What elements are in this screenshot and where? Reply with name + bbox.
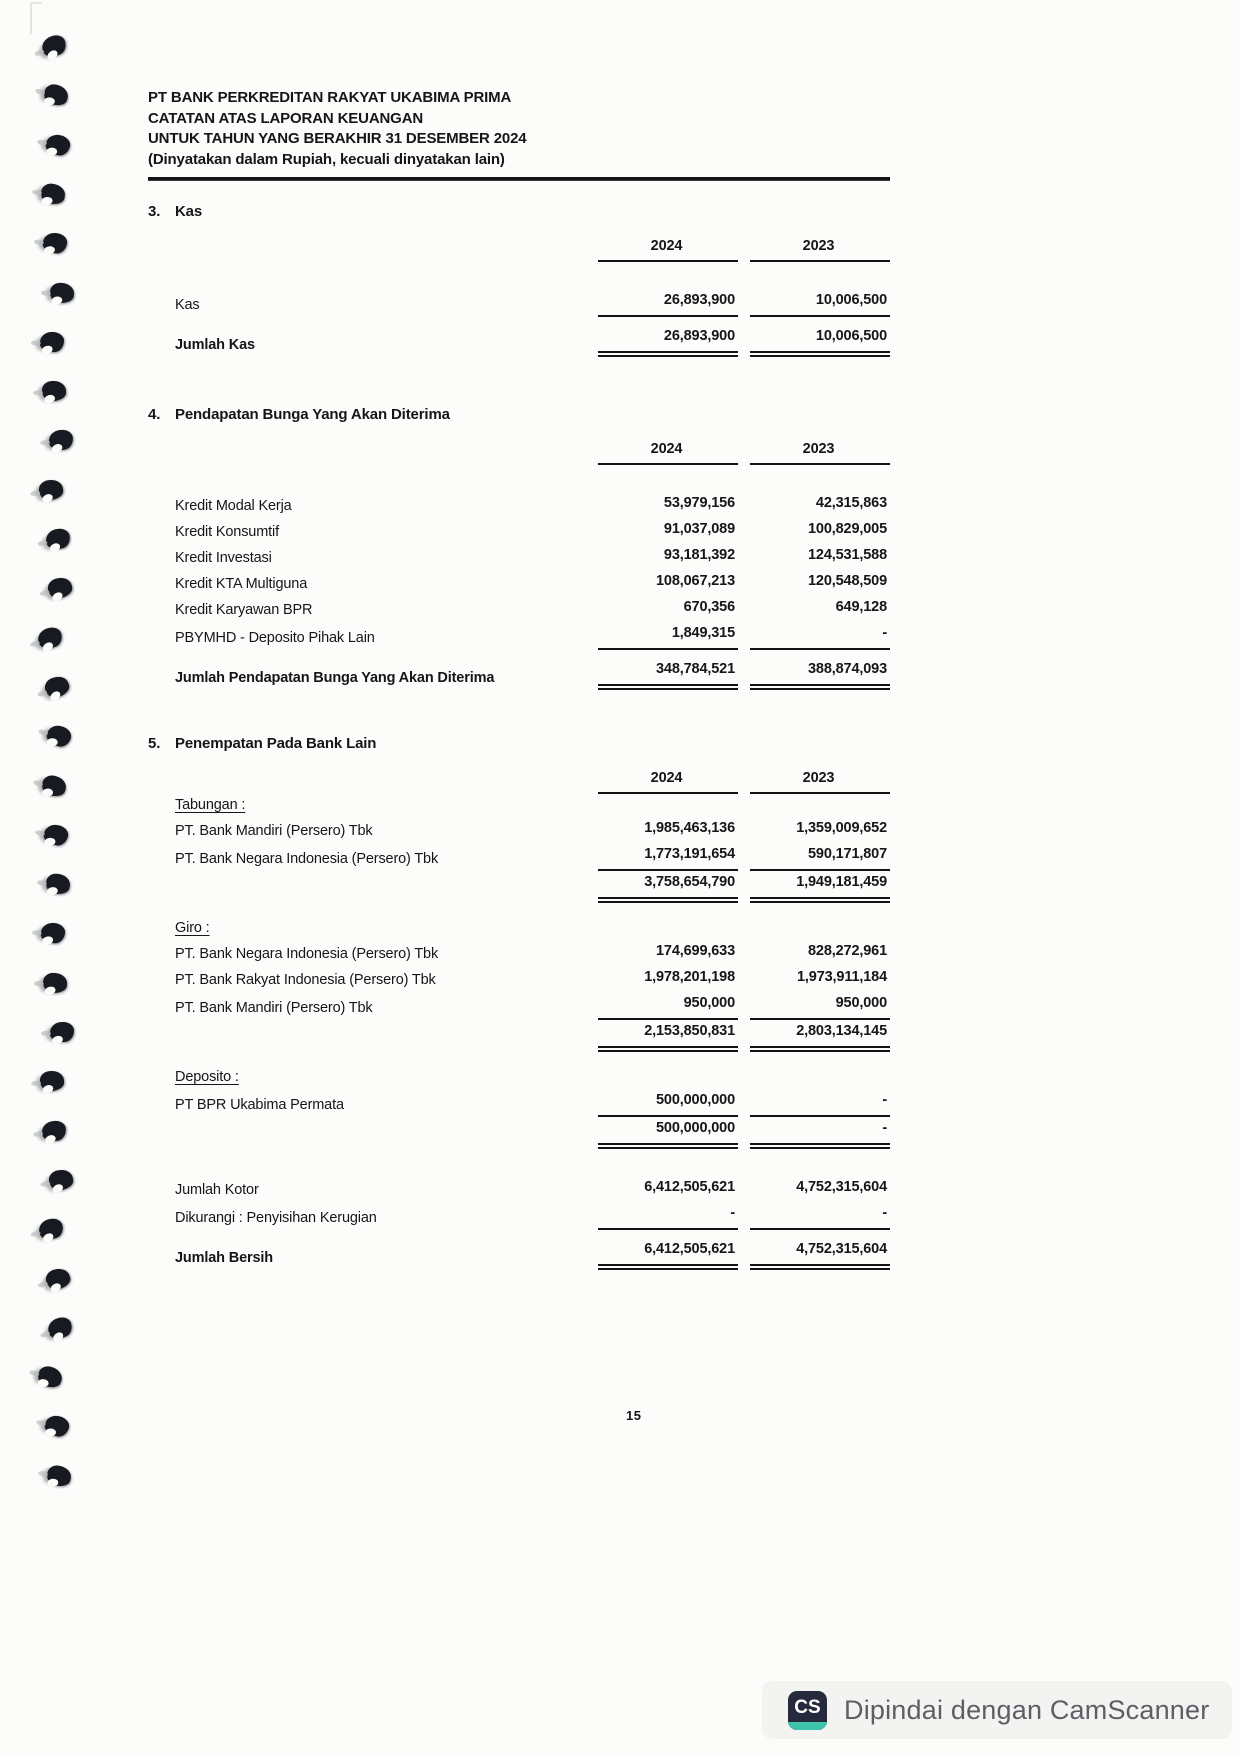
row-label: PT. Bank Negara Indonesia (Persero) Tbk [175,946,439,962]
value-2023: 950,000 [750,992,890,1020]
pendapatan-bunga-table [148,438,890,690]
row-label: PBYMHD - Deposito Pihak Lain [175,630,375,646]
value-2024: 91,037,089 [663,521,735,537]
value-2024: 174,699,633 [656,943,735,959]
binding-hole-icon [40,922,66,944]
row-label: Kredit Modal Kerja [175,498,292,514]
value-2023: 120,548,509 [808,573,887,589]
value-2024: 93,181,392 [663,547,735,563]
subtotal-row [148,1117,890,1149]
binding-hole-icon [44,723,73,749]
value-2024: 500,000,000 [598,1117,738,1149]
binding-hole-icon [39,182,66,206]
col-header-2023: 2023 [750,235,890,262]
value-2023: 124,531,588 [808,547,887,563]
page-number: 15 [626,1408,642,1423]
binding-hole-icon [42,823,70,848]
table-row [148,1089,890,1117]
penempatan-table [148,767,890,1270]
column-header-row [148,767,890,794]
value-2024: 2,153,850,831 [598,1020,738,1052]
row-label: PT. Bank Rakyat Indonesia (Persero) Tbk [175,972,436,988]
binding-hole-icon [45,1315,74,1341]
row-label: Dikurangi : Penyisihan Kerugian [175,1210,377,1226]
report-title: CATATAN ATAS LAPORAN KEUANGAN [148,109,424,127]
value-2024: 108,067,213 [656,573,735,589]
binding-hole-icon [39,1071,64,1092]
value-2023: 100,829,005 [808,521,887,537]
binding-hole-icon [43,1413,72,1439]
row-label: PT. Bank Mandiri (Persero) Tbk [175,823,373,839]
value-2023: - [750,1117,890,1149]
value-2024: - [598,1202,738,1230]
camscanner-icon-label: CS [794,1696,821,1718]
company-name: PT BANK PERKREDITAN RAKYAT UKABIMA PRIMA [148,89,512,106]
section-title: Pendapatan Bunga Yang Akan Diterima [175,406,450,423]
value-2023: 649,128 [835,599,887,615]
section-number: 3. [148,203,161,220]
value-2024: 6,412,505,621 [598,1238,738,1270]
kas-table [148,235,890,357]
section-number: 5. [148,735,161,752]
table-row [148,570,890,596]
row-label: Kas [175,297,200,313]
group-label-row [148,917,890,940]
group-label: Tabungan : [175,797,246,813]
value-2023: 1,949,181,459 [750,871,890,903]
value-2023: 828,272,961 [808,943,887,959]
value-2024: 1,978,201,198 [644,969,735,985]
column-header-row [148,438,890,465]
group-label: Giro : [175,920,210,936]
subtotal-row [148,871,890,903]
binding-hole-icon [44,1266,72,1292]
total-row [148,325,890,357]
row-label: Jumlah Pendapatan Bunga Yang Akan Diterima [175,670,495,686]
binding-hole-icon [42,82,71,108]
section-title: Kas [175,203,203,220]
row-label: Kredit Konsumtif [175,524,279,540]
value-2023: - [750,1089,890,1117]
section-heading-pendapatan-bunga [148,403,890,426]
binding-hole-icon [48,430,73,452]
binding-hole-icon [50,1022,74,1042]
table-row [148,1176,890,1202]
binding-hole-icon [42,381,66,401]
value-2024: 3,758,654,790 [598,871,738,903]
row-label: Jumlah Kas [175,337,255,353]
camscanner-badge [762,1681,1232,1739]
table-row [148,817,890,843]
camscanner-text: Dipindai dengan CamScanner [844,1694,1210,1725]
section-heading-penempatan [148,732,890,755]
row-label: Kredit KTA Multiguna [175,576,308,592]
table-row [148,992,890,1020]
binding-hole-icon [40,331,65,352]
value-2024: 950,000 [598,992,738,1020]
binding-hole-icon [37,1217,65,1242]
value-2023: - [750,1202,890,1230]
value-2023: 1,359,009,652 [796,820,887,836]
binding-hole-icon [35,1364,64,1391]
binding-hole-icon [42,972,67,993]
value-2023: 42,315,863 [815,495,887,511]
binding-hole-icon [39,32,68,59]
value-2023: 1,973,911,184 [797,969,887,985]
binding-hole-icon [49,281,75,303]
binding-hole-icon [48,1168,75,1192]
table-row [148,1202,890,1230]
subtotal-row [148,1020,890,1052]
letterhead [148,88,890,170]
value-2024: 6,412,505,621 [644,1179,735,1195]
binding-hole-icon [36,625,65,651]
value-2024: 1,985,463,136 [644,820,735,836]
value-2024: 53,979,156 [663,495,735,511]
binding-hole-icon [42,232,69,255]
table-row [148,518,890,544]
row-label: Kredit Karyawan BPR [175,602,313,618]
document-content [148,88,890,1270]
value-2023: - [750,622,890,650]
row-label: Jumlah Bersih [175,1250,273,1266]
col-header-2024: 2024 [598,767,738,794]
table-row [148,596,890,622]
value-2024: 500,000,000 [598,1089,738,1117]
value-2024: 1,773,191,654 [598,843,738,871]
col-header-2024: 2024 [598,438,738,465]
row-label: Kredit Investasi [175,550,272,566]
value-2024: 26,893,900 [598,325,738,357]
table-row [148,289,890,317]
section-heading-kas [148,200,890,223]
value-2023: 2,803,134,145 [750,1020,890,1052]
total-row [148,658,890,690]
value-2023: 590,171,807 [750,843,890,871]
col-header-2023: 2023 [750,438,890,465]
binding-hole-icon [40,773,68,799]
group-label-row [148,1066,890,1089]
binding-hole-icon [42,674,71,701]
value-2023: 388,874,093 [750,658,890,690]
group-label: Deposito : [175,1069,239,1085]
table-row [148,940,890,966]
value-2023: 10,006,500 [750,289,890,317]
binding-hole-icon [38,478,64,501]
binding-hole-icon [44,527,71,551]
report-period: UNTUK TAHUN YANG BERAKHIR 31 DESEMBER 2024 [148,130,527,147]
value-2024: 670,356 [683,599,735,615]
binding-hole-icon [46,576,74,601]
table-row [148,843,890,871]
header-rule [148,177,890,181]
column-header-row [148,235,890,262]
table-row [148,966,890,992]
table-row [148,544,890,570]
total-row [148,1238,890,1270]
currency-note: (Dinyatakan dalam Rupiah, kecuali dinyatakan lain) [148,150,505,168]
binding-hole-icon [45,872,72,896]
binding-hole-icon [44,132,72,157]
col-header-2023: 2023 [750,767,890,794]
table-row [148,492,890,518]
camscanner-icon [788,1691,827,1730]
section-number: 4. [148,406,161,423]
value-2023: 4,752,315,604 [796,1179,887,1195]
section-title: Penempatan Pada Bank Lain [175,735,377,752]
value-2024: 1,849,315 [598,622,738,650]
scan-corner-artifact [30,2,42,34]
row-label: PT. Bank Mandiri (Persero) Tbk [175,1000,373,1016]
row-label: Jumlah Kotor [175,1182,259,1198]
row-label: PT BPR Ukabima Permata [175,1097,344,1113]
group-label-row [148,794,890,817]
value-2023: 4,752,315,604 [750,1238,890,1270]
binding-hole-icon [45,1463,73,1488]
value-2024: 26,893,900 [598,289,738,317]
row-label: PT. Bank Negara Indonesia (Persero) Tbk [175,851,439,867]
col-header-2024: 2024 [598,235,738,262]
binding-hole-icon [41,1119,67,1141]
value-2024: 348,784,521 [598,658,738,690]
value-2023: 10,006,500 [750,325,890,357]
table-row [148,622,890,650]
